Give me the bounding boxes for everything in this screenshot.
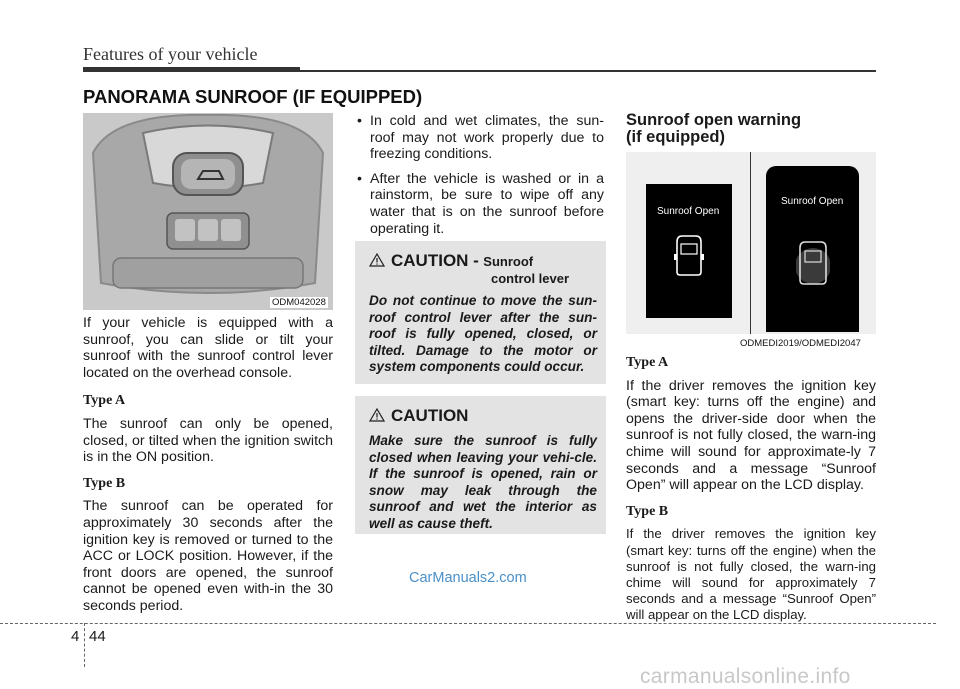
caution-subject: Sunroof — [483, 254, 534, 269]
photo-caption-left: ODM042028 — [272, 297, 326, 308]
caution-header — [369, 406, 597, 426]
type-a-paragraph: If the driver removes the ignition key (smart key: turns off the engine) and opens the driver-side door when the sunroof is not fully closed, the warn-ing chime will sound for approximate-ly 7 seconds and a message “Sunroof Open” will appear on the LCD display. — [626, 377, 876, 494]
overhead-console-illustration — [83, 113, 333, 310]
watermark-center: CarManuals2.com — [409, 570, 527, 586]
watermark-bottom: carmanualsonline.info — [640, 665, 851, 688]
caution-subject-line2: control lever — [491, 271, 570, 286]
type-b-paragraph: The sunroof can be operated for approximately 30 seconds after the ignition key is removed or turned to the ACC or LOCK position. However, if the front doors are opened, the sunroof cannot be opened even with-in the 30 seconds period. — [83, 498, 333, 614]
header-rule-thick — [83, 67, 300, 72]
image-divider — [750, 152, 751, 334]
heading-line: Sunroof open warning — [626, 111, 802, 129]
type-a-heading: Type A — [83, 393, 126, 409]
caution-body: Make sure the sunroof is fully closed when leaving your vehi-cle. If the sunroof is opened, rain or snow may leak through the sunroof and wet the interior as well as cause theft. — [369, 433, 597, 531]
caution-body: Do not continue to move the sun-roof control lever after the sun-roof is fully opened, closed, or tilted. Damage to the motor or system components could occur. — [369, 293, 597, 375]
lcd-message: Sunroof Open — [657, 206, 720, 217]
type-b-heading: Type B — [83, 475, 126, 491]
type-b-paragraph: If the driver removes the ignition key (smart key: turns off the engine) when the sunroof is not fully closed, the warn-ing chime will sound for approximately 7 seconds and a message “Sunroof Open” will appear on the LCD display. — [626, 526, 876, 623]
page-number: 44 — [89, 628, 106, 645]
caution-header — [369, 251, 597, 286]
warning-triangle-icon — [369, 408, 385, 422]
car-top-view-icon — [674, 234, 704, 276]
type-a-paragraph: The sunroof can only be opened, closed, or tilted when the ignition switch is in the ON position. — [83, 415, 333, 466]
lcd-message: Sunroof Open — [781, 196, 844, 207]
left-column — [83, 315, 333, 623]
bullet-item: • In cold and wet climates, the sun-roof may not work properly due to freezing conditions. — [354, 113, 604, 163]
lcd-panel-type-a — [646, 184, 732, 318]
caution-box-lever — [355, 241, 606, 384]
bullet-item: • After the vehicle is washed or in a rainstorm, be sure to wipe off any water that is on the sunroof before operating it. — [354, 171, 604, 237]
photo-caption-right: ODMEDI2019/ODMEDI2047 — [740, 338, 861, 349]
running-header: Features of your vehicle — [83, 44, 258, 64]
intro-paragraph: If your vehicle is equipped with a sunroof, you can slide or tilt your sunroof with the sunroof control lever located on the overhead console. — [83, 315, 333, 381]
footer-rule — [0, 623, 936, 624]
heading-line: (if equipped) — [626, 128, 725, 146]
car-top-view-icon — [796, 238, 830, 286]
caution-label: CAUTION - — [391, 251, 479, 270]
caution-box-theft — [355, 396, 606, 534]
warning-triangle-icon — [369, 253, 385, 267]
type-b-heading: Type B — [626, 503, 669, 519]
bullet-list — [354, 113, 604, 237]
overhead-console-photo — [83, 113, 333, 310]
caution-label: CAUTION — [391, 406, 469, 425]
section-title: PANORAMA SUNROOF (IF EQUIPPED) — [83, 86, 423, 107]
right-section-heading — [626, 112, 801, 146]
middle-column — [354, 113, 604, 245]
right-column — [626, 355, 876, 632]
type-a-heading: Type A — [626, 355, 669, 370]
lcd-panel-type-b — [766, 166, 859, 332]
footer-divider — [84, 623, 85, 667]
chapter-number: 4 — [71, 628, 80, 645]
header-rule-thin — [300, 70, 876, 72]
lcd-warning-image — [626, 152, 876, 334]
